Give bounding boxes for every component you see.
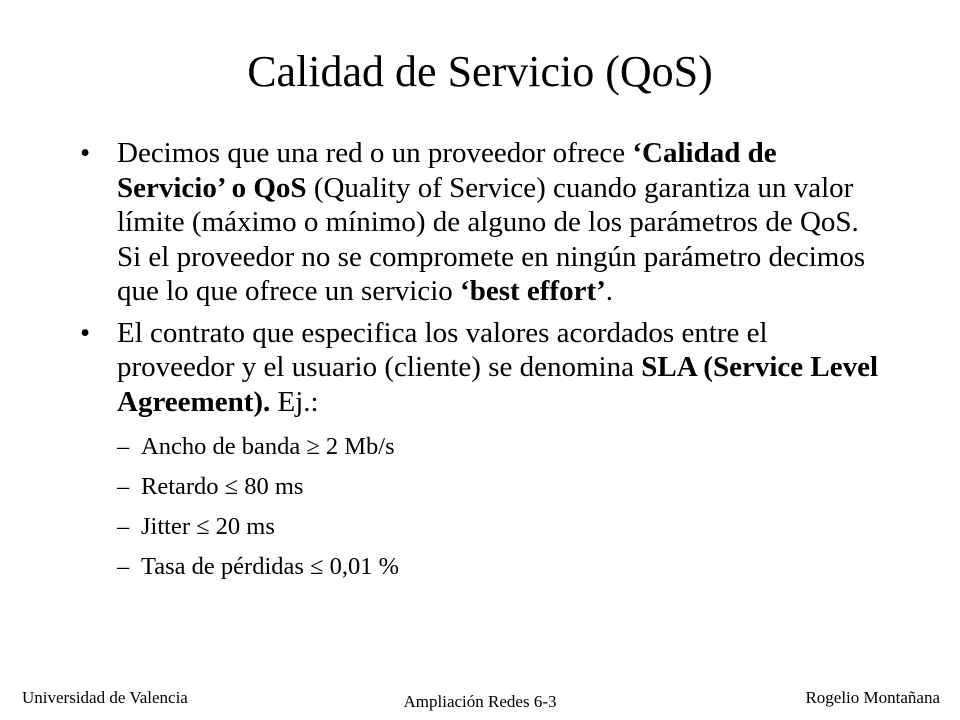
bullet-text-part: (Quality of Service) cuando garantiza un valor límite (máximo o mínimo) de alguno de los parámetros de QoS. Si el proveedor no se compromete en ningún parámetro decimos que lo que ofrece un servicio [117, 171, 866, 307]
sla-item-text: Ancho de banda ≥ 2 Mb/s [141, 433, 395, 460]
bullet-icon: • [80, 316, 91, 349]
sla-item-text: Jitter ≤ 20 ms [141, 513, 275, 540]
bullet-text-part: El contrato que especifica los valores acordados entre el proveedor y el usuario (cliente) se denomina [117, 316, 768, 383]
bullet-text [117, 137, 865, 307]
bullet-text-bold: ‘best effort’ [460, 275, 606, 307]
sla-item-delay [117, 467, 880, 507]
sla-item-text: Retardo ≤ 80 ms [141, 473, 304, 500]
bullet-text-bold: ‘Calidad de Servicio’ o QoS [117, 137, 777, 204]
dash-icon: – [117, 553, 130, 580]
sla-item-loss-rate [117, 547, 880, 587]
slide-title: Calidad de Servicio (QoS) [247, 47, 713, 96]
footer-slide-number: Ampliación Redes 6-3 [403, 692, 557, 711]
bullet-text-part: . [605, 275, 614, 307]
dash-icon: – [117, 473, 130, 500]
bullet-list [80, 136, 880, 594]
dash-icon: – [117, 433, 130, 460]
bullet-text-bold: SLA (Service Level Agreement). [117, 351, 879, 418]
footer-author: Rogelio Montañana [805, 688, 940, 707]
dash-icon: – [117, 513, 130, 540]
bullet-icon: • [80, 137, 91, 169]
bullet-text [117, 317, 878, 418]
sla-item-bandwidth [117, 427, 880, 467]
bullet-item-qos-definition [80, 136, 880, 309]
sla-item-text: Tasa de pérdidas ≤ 0,01 % [141, 553, 400, 580]
footer-university: Universidad de Valencia [22, 688, 188, 707]
bullet-text-part: Ej.: [270, 385, 319, 418]
sla-item-jitter [117, 507, 880, 547]
sla-example-list [117, 427, 880, 587]
bullet-item-sla [80, 316, 880, 588]
bullet-text-part: Decimos que una red o un proveedor ofrece [117, 137, 633, 169]
